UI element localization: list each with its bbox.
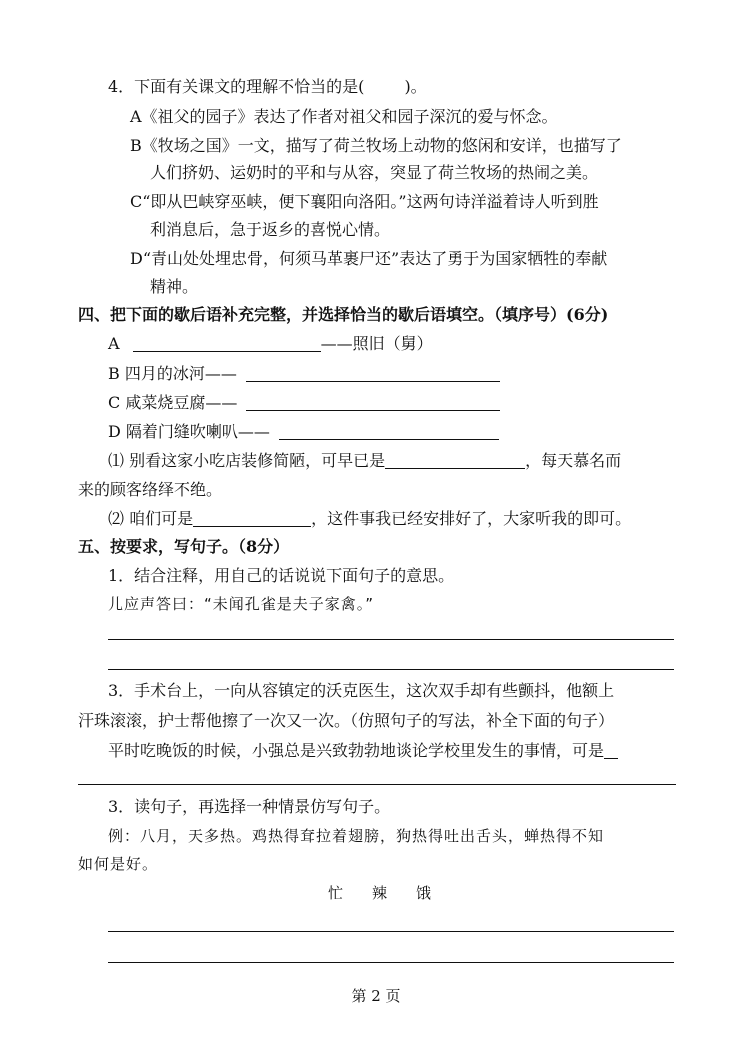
item-a-blank[interactable] [133, 335, 321, 352]
q3b-answer-line-2[interactable] [108, 962, 674, 963]
section4-fill1: ⑴ 别看这家小吃店装修简陋，可早已是 ，每天慕名而 [108, 451, 622, 470]
q1-answer-line-2[interactable] [108, 669, 674, 670]
section5-q3a-line1: 3．手术台上，一向从容镇定的沃克医生，这次双手却有些颤抖，他额上 [108, 681, 615, 700]
choice-hungry: 饿 [416, 884, 433, 902]
page-number: 第 2 页 [351, 987, 401, 1005]
q4-option-a: A《祖父的园子》表达了作者对祖父和园子深沉的爱与怀念。 [130, 107, 558, 126]
section5-title: 五、按要求，写句子。（8分） [78, 537, 290, 556]
section4-title: 四、把下面的歇后语补充完整，并选择恰当的歇后语填空。（填序号）(6分) [78, 305, 609, 324]
section4-fill1-line2: 来的顾客络绎不绝。 [78, 480, 223, 499]
q4-stem: 4．下面有关课文的理解不恰当的是( )。 [108, 77, 427, 96]
section5-q3b: 3．读句子，再选择一种情景仿写句子。 [108, 797, 391, 816]
q4-option-d-line1: D“青山处处埋忠骨，何须马革裹尸还”表达了勇于为国家牺牲的奉献 [130, 249, 608, 268]
fill2-blank[interactable] [193, 510, 311, 527]
section4-item-c: C 咸菜烧豆腐—— [108, 392, 500, 414]
choice-spicy: 辣 [372, 884, 389, 902]
q4-option-c-line2: 利消息后，急于返乡的喜悦心情。 [150, 220, 391, 239]
section5-q3b-example-line2: 如何是好。 [78, 855, 159, 873]
fill1-blank[interactable] [385, 452, 525, 469]
section5-q1: 1．结合注释，用自己的话说说下面句子的意思。 [108, 566, 455, 585]
section4-fill2: ⑵ 咱们可是 ，这件事我已经安排好了，大家听我的即可。 [108, 509, 632, 528]
q1-answer-line-1[interactable] [108, 639, 674, 640]
q4-option-d-line2: 精神。 [150, 277, 199, 296]
section5-q3b-example-line1: 例：八月，天多热。鸡热得耷拉着翅膀，狗热得吐出舌头，蝉热得不知 [108, 827, 605, 845]
q3a-inline-blank[interactable] [604, 742, 618, 759]
section5-q1-quote: 儿应声答曰：“未闻孔雀是夫子家禽。” [108, 595, 375, 613]
q4-option-b-line2: 人们挤奶、运奶时的平和与从容，突显了荷兰牧场的热闹之美。 [150, 163, 599, 182]
scene-choices [314, 882, 446, 904]
section4-item-b: B 四月的冰河—— [108, 363, 500, 385]
q4-option-c-line1: C“即从巴峡穿巫峡，便下襄阳向洛阳。”这两句诗洋溢着诗人听到胜 [130, 192, 599, 211]
section5-q3a-line2: 汗珠滚滚，护士帮他擦了一次又一次。（仿照句子的写法，补全下面的句子） [78, 711, 615, 730]
q4-option-b-line1: B《牧场之国》一文，描写了荷兰牧场上动物的悠闲和安详，也描写了 [130, 136, 622, 155]
item-d-blank[interactable] [279, 423, 499, 440]
item-b-blank[interactable] [246, 365, 500, 382]
item-c-blank[interactable] [246, 394, 500, 411]
choice-busy: 忙 [328, 884, 345, 902]
section4-item-d: D 隔着门缝吹喇叭—— [108, 421, 499, 443]
section4-item-a: A ——照旧（舅） [108, 334, 433, 353]
section5-q3a-line3: 平时吃晚饭的时候，小强总是兴致勃勃地谈论学校里发生的事情，可是 [108, 740, 618, 762]
q3b-answer-line-1[interactable] [108, 931, 674, 932]
q3a-answer-line[interactable] [78, 784, 676, 785]
